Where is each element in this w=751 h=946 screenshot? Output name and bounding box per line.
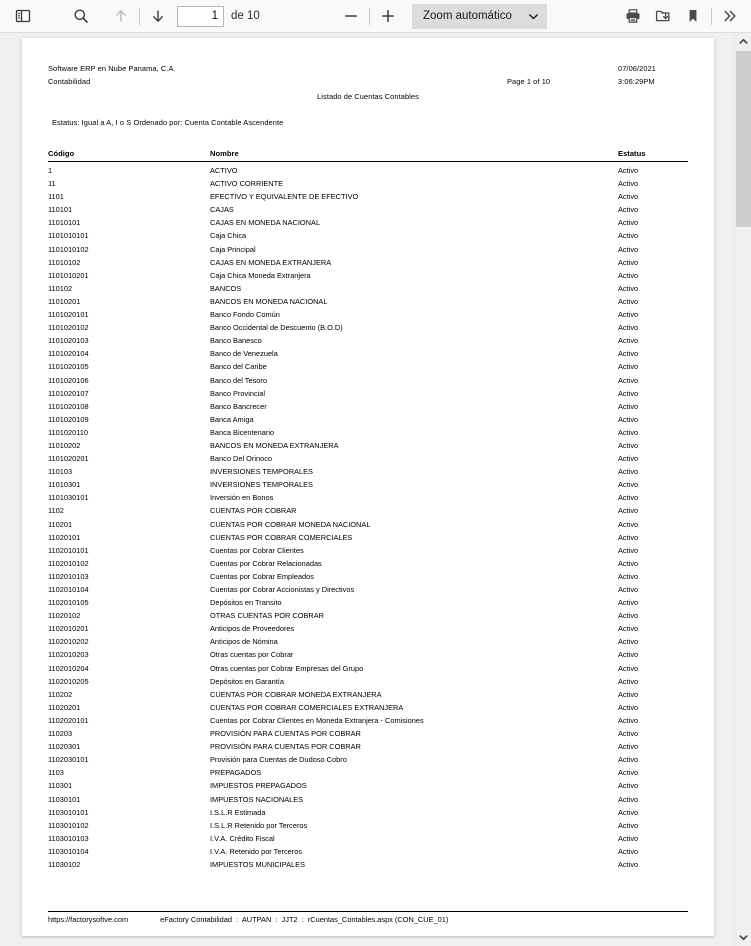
cell-status: Activo bbox=[618, 388, 639, 398]
cell-name: Cuentas por Cobrar Clientes en Moneda Extranjera - Comisiones bbox=[210, 715, 424, 725]
table-row bbox=[48, 244, 688, 257]
chevron-down-icon-scroll bbox=[739, 933, 748, 942]
footer-url[interactable]: https://factorysoftve.com bbox=[48, 915, 129, 924]
table-row bbox=[48, 767, 688, 780]
table-row bbox=[48, 479, 688, 492]
cell-status: Activo bbox=[618, 715, 639, 725]
table-row bbox=[48, 453, 688, 466]
cell-name: CAJAS EN MONEDA EXTRANJERA bbox=[210, 257, 332, 267]
cell-status: Activo bbox=[618, 493, 639, 503]
cell-name: Caja Chica Moneda Extranjera bbox=[210, 270, 311, 280]
table-row bbox=[48, 676, 688, 689]
cell-code: 1102010104 bbox=[48, 585, 89, 594]
table-row bbox=[48, 702, 688, 715]
cell-status: Activo bbox=[618, 270, 639, 280]
cell-code: 11010101 bbox=[48, 218, 81, 228]
report-module-name: Contabilidad bbox=[48, 77, 91, 86]
cell-code: 11030102 bbox=[48, 859, 81, 869]
cell-code: 1101020109 bbox=[48, 414, 89, 424]
cell-status: Activo bbox=[618, 349, 639, 359]
cell-code: 1101010201 bbox=[48, 270, 89, 280]
cell-code: 11010201 bbox=[48, 296, 81, 306]
minus-icon bbox=[343, 8, 359, 24]
cell-name: CAJAS EN MONEDA NACIONAL bbox=[210, 218, 321, 228]
cell-name: CUENTAS POR COBRAR MONEDA NACIONAL bbox=[210, 519, 371, 529]
cell-status: Activo bbox=[618, 794, 639, 804]
cell-code: 11020102 bbox=[48, 611, 81, 621]
cell-code: 11030101 bbox=[48, 794, 81, 804]
cell-code: 1101020107 bbox=[48, 388, 89, 398]
footer-divider bbox=[48, 911, 688, 912]
table-row bbox=[48, 584, 688, 597]
cell-status: Activo bbox=[618, 532, 639, 542]
scroll-down-button[interactable] bbox=[735, 929, 751, 946]
toolbar-left-group bbox=[8, 3, 260, 29]
table-header-row bbox=[48, 148, 688, 162]
table-row bbox=[48, 741, 688, 754]
cell-code: 1103010101 bbox=[48, 807, 89, 817]
cell-code: 11020101 bbox=[48, 532, 81, 542]
table-row bbox=[48, 859, 688, 872]
report-page-info: Page 1 of 10 bbox=[507, 77, 551, 86]
table-row bbox=[48, 545, 688, 558]
cell-name: I.V.A. Crédito Fiscal bbox=[210, 833, 275, 843]
arrow-up-icon bbox=[113, 8, 129, 24]
cell-name: Otras cuentas por Cobrar bbox=[210, 650, 294, 660]
cell-status: Activo bbox=[618, 624, 639, 634]
cell-status: Activo bbox=[618, 846, 639, 856]
table-row bbox=[48, 532, 688, 545]
sidebar-icon bbox=[15, 8, 31, 24]
cell-status: Activo bbox=[618, 192, 639, 202]
zoom-level-select[interactable] bbox=[412, 4, 547, 29]
table-row bbox=[48, 414, 688, 427]
cell-name: Provisión para Cuentas de Dudoso Cobro bbox=[210, 755, 347, 765]
cell-name: Cuentas por Cobrar Clientes bbox=[210, 545, 304, 555]
table-row bbox=[48, 270, 688, 283]
search-button[interactable] bbox=[66, 3, 96, 29]
cell-status: Activo bbox=[618, 506, 639, 516]
cell-status: Activo bbox=[618, 833, 639, 843]
cell-name: CUENTAS POR COBRAR bbox=[210, 506, 297, 516]
cell-status: Activo bbox=[618, 859, 639, 869]
zoom-level-label: Zoom automático bbox=[423, 10, 512, 22]
table-row bbox=[48, 728, 688, 741]
table-row bbox=[48, 361, 688, 374]
cell-name: CUENTAS POR COBRAR MONEDA EXTRANJERA bbox=[210, 689, 382, 699]
cell-status: Activo bbox=[618, 323, 639, 333]
table-row bbox=[48, 794, 688, 807]
cell-code: 1102010103 bbox=[48, 571, 89, 581]
table-row bbox=[48, 846, 688, 859]
zoom-in-button[interactable] bbox=[373, 3, 403, 29]
cell-name: BANCOS EN MONEDA EXTRANJERA bbox=[210, 440, 339, 450]
cell-name: IMPUESTOS NACIONALES bbox=[210, 794, 304, 804]
cell-status: Activo bbox=[618, 336, 639, 346]
table-row bbox=[48, 296, 688, 309]
cell-status: Activo bbox=[618, 755, 639, 765]
cell-status: Activo bbox=[618, 820, 639, 830]
cell-code: 110102 bbox=[48, 283, 73, 293]
table-row bbox=[48, 623, 688, 636]
table-row bbox=[48, 492, 688, 505]
cell-status: Activo bbox=[618, 283, 639, 293]
more-tools-button[interactable] bbox=[715, 3, 745, 29]
column-header-name: Nombre bbox=[210, 149, 239, 158]
cell-code: 1102020101 bbox=[48, 715, 89, 725]
cell-name: I.S.L.R Retenido por Terceros bbox=[210, 820, 308, 830]
cell-name: PREPAGADOS bbox=[210, 768, 262, 778]
cell-name: BANCOS bbox=[210, 283, 242, 293]
cell-code: 1101020106 bbox=[48, 375, 89, 385]
plus-icon bbox=[380, 8, 396, 24]
pdf-page-1 bbox=[22, 38, 714, 936]
cell-status: Activo bbox=[618, 362, 639, 372]
cell-name: Anticipos de Nómina bbox=[210, 637, 278, 647]
accounts-table bbox=[48, 148, 688, 872]
cell-name: Banco Banesco bbox=[210, 336, 262, 346]
cell-name: Banco Occidental de Descuento (B.O.D) bbox=[210, 323, 343, 333]
table-body bbox=[48, 165, 688, 872]
page-number-input[interactable] bbox=[177, 6, 224, 27]
cell-code: 1101020110 bbox=[48, 427, 89, 437]
sidebar-toggle-button[interactable] bbox=[8, 3, 38, 29]
cell-status: Activo bbox=[618, 702, 639, 712]
table-row bbox=[48, 335, 688, 348]
toolbar-divider-right bbox=[711, 8, 712, 25]
search-icon bbox=[73, 8, 89, 24]
report-time: 3:06:29PM bbox=[618, 77, 655, 86]
cell-code: 1101020104 bbox=[48, 349, 89, 359]
cell-code: 11020201 bbox=[48, 702, 81, 712]
cell-status: Activo bbox=[618, 244, 639, 254]
cell-status: Activo bbox=[618, 427, 639, 437]
cell-code: 1101020101 bbox=[48, 310, 89, 320]
cell-name: Cuentas por Cobrar Empleados bbox=[210, 571, 314, 581]
cell-name: Cuentas por Cobrar Relacionadas bbox=[210, 558, 322, 568]
cell-name: CUENTAS POR COBRAR COMERCIALES bbox=[210, 532, 353, 542]
cell-status: Activo bbox=[618, 205, 639, 215]
cell-name: Banco de Venezuela bbox=[210, 349, 278, 359]
table-row bbox=[48, 165, 688, 178]
table-row bbox=[48, 715, 688, 728]
chevron-down-icon bbox=[528, 11, 539, 22]
cell-code: 1102010205 bbox=[48, 676, 89, 686]
cell-code: 1101030101 bbox=[48, 493, 89, 503]
cell-name: Caja Chica bbox=[210, 231, 247, 241]
cell-code: 1102010101 bbox=[48, 545, 89, 555]
table-row bbox=[48, 519, 688, 532]
cell-name: CAJAS bbox=[210, 205, 234, 215]
cell-code: 11020301 bbox=[48, 742, 81, 752]
cell-name: Banco Fondo Común bbox=[210, 310, 280, 320]
table-row bbox=[48, 754, 688, 767]
cell-status: Activo bbox=[618, 742, 639, 752]
bookmark-icon bbox=[685, 8, 701, 24]
cell-code: 1103010103 bbox=[48, 833, 89, 843]
save-icon bbox=[655, 8, 671, 24]
cell-code: 1102010204 bbox=[48, 663, 89, 673]
cell-status: Activo bbox=[618, 179, 639, 189]
cell-status: Activo bbox=[618, 585, 639, 594]
report-document bbox=[22, 38, 714, 936]
cell-status: Activo bbox=[618, 598, 639, 608]
cell-status: Activo bbox=[618, 480, 639, 490]
column-header-code: Código bbox=[48, 149, 75, 158]
table-row bbox=[48, 558, 688, 571]
report-company-name: Software ERP en Nube Panama, C.A. bbox=[48, 64, 176, 73]
cell-name: Banca Amiga bbox=[210, 414, 254, 424]
cell-name: IMPUESTOS MUNICIPALES bbox=[210, 859, 306, 869]
cell-code: 11010202 bbox=[48, 440, 81, 450]
table-row bbox=[48, 375, 688, 388]
chevron-up-icon bbox=[739, 37, 748, 46]
cell-code: 1101 bbox=[48, 192, 64, 202]
cell-name: PROVISIÓN PARA CUENTAS POR COBRAR bbox=[210, 742, 361, 752]
cell-name: Anticipos de Proveedores bbox=[210, 624, 295, 634]
cell-status: Activo bbox=[618, 375, 639, 385]
table-row bbox=[48, 309, 688, 322]
cell-code: 1103 bbox=[48, 768, 64, 778]
table-row bbox=[48, 833, 688, 846]
cell-code: 1103010102 bbox=[48, 820, 89, 830]
cell-code: 1101010101 bbox=[48, 231, 89, 241]
cell-status: Activo bbox=[618, 545, 639, 555]
cell-status: Activo bbox=[618, 571, 639, 581]
cell-name: CUENTAS POR COBRAR COMERCIALES EXTRANJERA bbox=[210, 702, 404, 712]
previous-page-button[interactable] bbox=[106, 3, 136, 29]
cell-status: Activo bbox=[618, 650, 639, 660]
cell-status: Activo bbox=[618, 807, 639, 817]
table-row bbox=[48, 204, 688, 217]
table-row bbox=[48, 807, 688, 820]
report-title: Listado de Cuentas Contables bbox=[317, 92, 419, 101]
table-row bbox=[48, 780, 688, 793]
cell-code: 11010102 bbox=[48, 257, 81, 267]
report-footer bbox=[48, 915, 448, 924]
table-row bbox=[48, 571, 688, 584]
cell-code: 1101020105 bbox=[48, 362, 89, 372]
cell-name: I.S.L.R Estimada bbox=[210, 807, 266, 817]
cell-status: Activo bbox=[618, 231, 639, 241]
cell-code: 1102010105 bbox=[48, 598, 89, 608]
cell-name: Cuentas por Cobrar Accionistas y Directivos bbox=[210, 585, 355, 594]
cell-name: INVERSIONES TEMPORALES bbox=[210, 467, 313, 477]
table-row bbox=[48, 178, 688, 191]
table-row bbox=[48, 597, 688, 610]
cell-name: Banco Del Orinoco bbox=[210, 454, 273, 464]
cell-name: ACTIVO CORRIENTE bbox=[210, 179, 284, 189]
cell-code: 1 bbox=[48, 166, 53, 175]
table-row bbox=[48, 440, 688, 453]
cell-name: Banco Provincial bbox=[210, 388, 266, 398]
cell-code: 1102 bbox=[48, 506, 64, 516]
cell-code: 1101020201 bbox=[48, 454, 89, 464]
cell-code: 1102010203 bbox=[48, 650, 89, 660]
cell-name: Banco del Caribe bbox=[210, 362, 267, 372]
print-button[interactable] bbox=[618, 3, 648, 29]
table-row bbox=[48, 283, 688, 296]
cell-code: 1102010102 bbox=[48, 558, 89, 568]
toolbar-divider bbox=[139, 8, 140, 25]
cell-status: Activo bbox=[618, 768, 639, 778]
pdf-toolbar bbox=[0, 0, 751, 33]
table-row bbox=[48, 466, 688, 479]
cell-name: OTRAS CUENTAS POR COBRAR bbox=[210, 611, 325, 621]
cell-status: Activo bbox=[618, 558, 639, 568]
cell-code: 110103 bbox=[48, 467, 73, 477]
cell-status: Activo bbox=[618, 166, 639, 175]
scrollbar-thumb[interactable] bbox=[736, 51, 751, 227]
cell-code: 1101020103 bbox=[48, 336, 89, 346]
cell-name: Banca Bicentenario bbox=[210, 427, 275, 437]
table-row bbox=[48, 257, 688, 270]
cell-status: Activo bbox=[618, 414, 639, 424]
cell-name: Depósitos en Transito bbox=[210, 598, 282, 608]
cell-status: Activo bbox=[618, 467, 639, 477]
cell-status: Activo bbox=[618, 218, 639, 228]
table-row bbox=[48, 636, 688, 649]
cell-name: Inversión en Bonos bbox=[210, 493, 274, 503]
report-filter-line: Estatus: Igual a A, I o S Ordenado por: Cuenta Contable Ascendente bbox=[52, 118, 284, 127]
cell-code: 1103010104 bbox=[48, 846, 89, 856]
scroll-up-button[interactable] bbox=[735, 33, 751, 50]
table-row bbox=[48, 689, 688, 702]
cell-status: Activo bbox=[618, 454, 639, 464]
cell-status: Activo bbox=[618, 440, 639, 450]
cell-name: Caja Principal bbox=[210, 244, 256, 254]
table-row bbox=[48, 401, 688, 414]
cell-status: Activo bbox=[618, 676, 639, 686]
table-row bbox=[48, 505, 688, 518]
toolbar-right-group bbox=[618, 3, 745, 29]
cell-status: Activo bbox=[618, 663, 639, 673]
cell-code: 1101010102 bbox=[48, 244, 89, 254]
cell-status: Activo bbox=[618, 611, 639, 621]
cell-code: 110203 bbox=[48, 729, 73, 739]
cell-status: Activo bbox=[618, 637, 639, 647]
table-row bbox=[48, 820, 688, 833]
page-count-label: de 10 bbox=[231, 10, 260, 22]
cell-code: 1102010202 bbox=[48, 637, 89, 647]
cell-name: ACTIVO bbox=[210, 166, 238, 175]
cell-status: Activo bbox=[618, 729, 639, 739]
table-row bbox=[48, 649, 688, 662]
cell-code: 110201 bbox=[48, 519, 73, 529]
cell-code: 11010301 bbox=[48, 480, 81, 490]
cell-code: 1102030101 bbox=[48, 755, 89, 765]
table-row bbox=[48, 427, 688, 440]
column-header-status: Estatus bbox=[618, 149, 646, 158]
next-page-button[interactable] bbox=[143, 3, 173, 29]
double-chevron-right-icon bbox=[722, 8, 738, 24]
cell-status: Activo bbox=[618, 310, 639, 320]
zoom-out-button[interactable] bbox=[336, 3, 366, 29]
cell-status: Activo bbox=[618, 689, 639, 699]
cell-name: I.V.A. Retenido por Terceros bbox=[210, 846, 303, 856]
cell-name: Banco del Tesoro bbox=[210, 375, 267, 385]
table-row bbox=[48, 348, 688, 361]
cell-code: 1101020108 bbox=[48, 401, 89, 411]
cell-name: Otras cuentas por Cobrar Empresas del Grupo bbox=[210, 663, 364, 673]
cell-name: PROVISIÓN PARA CUENTAS POR COBRAR bbox=[210, 729, 361, 739]
cell-name: Depósitos en Garantía bbox=[210, 676, 284, 686]
cell-status: Activo bbox=[618, 401, 639, 411]
cell-name: INVERSIONES TEMPORALES bbox=[210, 480, 313, 490]
toolbar-divider-zoom bbox=[369, 8, 370, 25]
cell-status: Activo bbox=[618, 781, 639, 791]
vertical-scrollbar[interactable] bbox=[734, 33, 751, 946]
footer-detail: eFactory Contabilidad : AUTPAN : JJT2 : rCuentas_Contables.aspx (CON_CUE_01) bbox=[160, 915, 449, 924]
table-row bbox=[48, 388, 688, 401]
cell-status: Activo bbox=[618, 519, 639, 529]
bookmark-button[interactable] bbox=[678, 3, 708, 29]
cell-status: Activo bbox=[618, 296, 639, 306]
table-row bbox=[48, 191, 688, 204]
table-row bbox=[48, 322, 688, 335]
cell-code: 11 bbox=[48, 179, 56, 189]
cell-name: EFECTIVO Y EQUIVALENTE DE EFECTIVO bbox=[210, 192, 359, 202]
cell-code: 1102010201 bbox=[48, 624, 89, 634]
arrow-down-icon bbox=[150, 8, 166, 24]
toolbar-zoom-group bbox=[336, 3, 547, 29]
cell-code: 110301 bbox=[48, 781, 73, 791]
cell-code: 110101 bbox=[48, 205, 73, 215]
table-row bbox=[48, 610, 688, 623]
cell-code: 110202 bbox=[48, 689, 73, 699]
cell-code: 1101020102 bbox=[48, 323, 89, 333]
table-row bbox=[48, 230, 688, 243]
cell-status: Activo bbox=[618, 257, 639, 267]
cell-name: BANCOS EN MONEDA NACIONAL bbox=[210, 296, 328, 306]
pdf-viewer-area[interactable] bbox=[0, 33, 751, 946]
cell-name: Banco Bancrecer bbox=[210, 401, 267, 411]
table-row bbox=[48, 217, 688, 230]
cell-name: IMPUESTOS PREPAGADOS bbox=[210, 781, 307, 791]
table-row bbox=[48, 663, 688, 676]
report-date: 07/06/2021 bbox=[618, 64, 656, 73]
print-icon bbox=[625, 8, 641, 24]
save-button[interactable] bbox=[648, 3, 678, 29]
